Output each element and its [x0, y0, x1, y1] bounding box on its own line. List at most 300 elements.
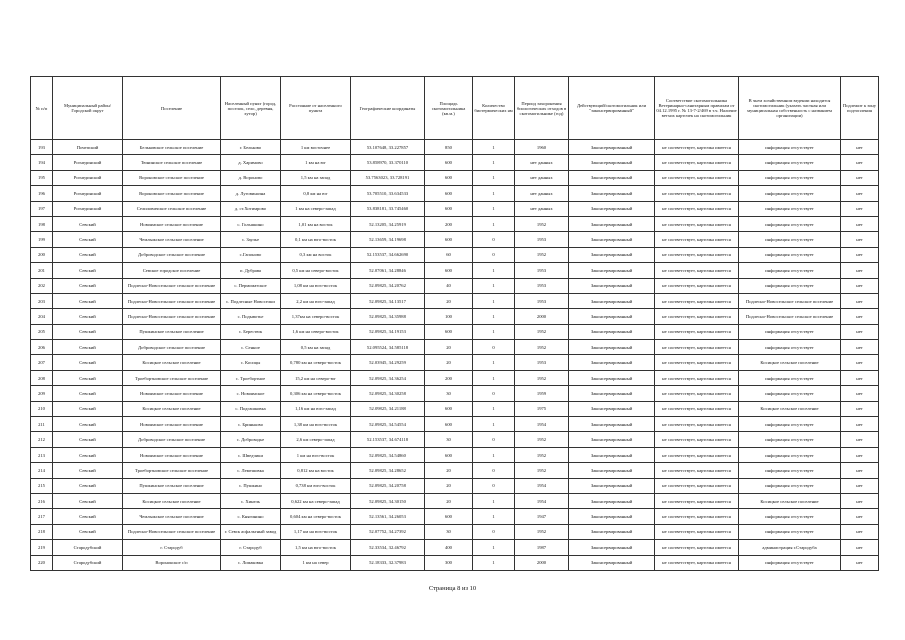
table-row — [31, 370, 879, 385]
table-header-row — [31, 77, 879, 140]
table-cell: Вороновское сельское поселение — [123, 170, 221, 185]
table-cell: Воронокское с/п — [123, 555, 221, 570]
table-cell: 600 — [425, 401, 473, 416]
table-cell: Доброводское сельское поселение — [123, 340, 221, 355]
table-row — [31, 293, 879, 308]
table-cell: Подлесно-Новосельское сельское поселение — [123, 524, 221, 539]
table-cell: 30 — [425, 524, 473, 539]
table-cell: Подлесно-Новосельское сельское поселение — [123, 309, 221, 324]
table-cell: Севский — [53, 340, 123, 355]
table-cell: Законсервированный — [569, 278, 655, 293]
table-cell: нет — [841, 540, 879, 555]
table-cell: информация отсутствует — [739, 232, 841, 247]
table-cell: информация отсутствует — [739, 263, 841, 278]
table-cell: Законсервированный — [569, 216, 655, 231]
table-cell: нет — [841, 370, 879, 385]
table-cell: 30 — [425, 386, 473, 401]
table-row — [31, 247, 879, 262]
table-cell: Законсервированный — [569, 401, 655, 416]
table-cell: не соответствует, карточка имеется — [655, 293, 739, 308]
table-cell: 52.09825, 34.21188 — [351, 401, 425, 416]
table-cell: Законсервированный — [569, 417, 655, 432]
table-cell: 600 — [425, 263, 473, 278]
table-cell: нет данных — [515, 186, 569, 201]
table-cell: 199 — [31, 232, 53, 247]
table-cell: Почепский — [53, 140, 123, 155]
table-cell: 1975 — [515, 401, 569, 416]
table-cell: Севский — [53, 524, 123, 539]
table-cell: 0 — [473, 232, 515, 247]
table-cell: 1 — [473, 170, 515, 185]
table-cell: 1953 — [515, 263, 569, 278]
table-row — [31, 324, 879, 339]
table-cell: Пушкинское сельское поселение — [123, 324, 221, 339]
column-header: Соответствие скотомогильника Ветеринарно-санитарным правилам от 04.12.1995 г. № 13-7-2/469 в т.ч. Наличие ветхих карточек на скотомогильник — [655, 77, 739, 140]
table-cell: 0 — [473, 524, 515, 539]
table-cell: 2,2 км на юго-запад — [281, 293, 351, 308]
table-cell: не соответствует, карточка имеется — [655, 432, 739, 447]
table-cell: Севский — [53, 216, 123, 231]
table-cell: Севский — [53, 370, 123, 385]
column-header: Подлежит к зону подтопления — [841, 77, 879, 140]
table-cell: г. Стародуб — [123, 540, 221, 555]
table-cell: не соответствует, карточка имеется — [655, 309, 739, 324]
column-header: Поселение — [123, 77, 221, 140]
table-cell: 1947 — [515, 509, 569, 524]
table-cell: 1987 — [515, 540, 569, 555]
table-cell: 1 — [473, 355, 515, 370]
table-cell: Доброводское сельское поселение — [123, 432, 221, 447]
table-cell: не соответствует, карточка имеется — [655, 247, 739, 262]
table-cell: не соответствует, карточка имеется — [655, 447, 739, 462]
table-cell: 53.107648, 33.227857 — [351, 140, 425, 155]
table-row — [31, 140, 879, 155]
table-cell: информация отсутствует — [739, 170, 841, 185]
table-cell: нет — [841, 386, 879, 401]
table-cell: 52.09825, 34.19153 — [351, 324, 425, 339]
table-cell: с. Косицы — [221, 355, 281, 370]
table-cell: 201 — [31, 263, 53, 278]
table-cell: Косицкое сельское поселение — [739, 355, 841, 370]
table-cell: Законсервированный — [569, 386, 655, 401]
table-cell: 53.705510, 33.634533 — [351, 186, 425, 201]
table-cell: 202 — [31, 278, 53, 293]
table-cell: 213 — [31, 447, 53, 462]
column-header: Географические координаты — [351, 77, 425, 140]
table-cell: 197 — [31, 201, 53, 216]
table-cell: 52.07752, 34.27392 — [351, 524, 425, 539]
table-cell: 0,812 км на восток — [281, 463, 351, 478]
table-cell: не соответствует, карточка имеется — [655, 201, 739, 216]
table-cell: нет — [841, 493, 879, 508]
table-cell: 20 — [425, 493, 473, 508]
table-cell: 400 — [425, 540, 473, 555]
table-cell: 15,2 км на северо-юг — [281, 370, 351, 385]
table-row — [31, 417, 879, 432]
table-cell: Стародубский — [53, 540, 123, 555]
table-cell: Законсервированный — [569, 293, 655, 308]
table-cell: 1952 — [515, 463, 569, 478]
table-cell: 1952 — [515, 524, 569, 539]
table-cell: 0,3 км на восток — [281, 247, 351, 262]
table-cell: Подлесно-Новосельское сельское поселение — [123, 293, 221, 308]
table-cell: с. Шведчики — [221, 447, 281, 462]
table-cell: 1,01 км на восток — [281, 216, 351, 231]
table-cell: 20 — [425, 293, 473, 308]
table-cell: с. Подлесные Новоселки — [221, 293, 281, 308]
table-cell: Севский — [53, 263, 123, 278]
table-cell: 193 — [31, 140, 53, 155]
table-cell: Законсервированный — [569, 463, 655, 478]
table-cell: Севский — [53, 309, 123, 324]
table-cell: 52.095524, 34.585118 — [351, 340, 425, 355]
table-cell: 218 — [31, 524, 53, 539]
table-cell: 52.13659, 34.19698 — [351, 232, 425, 247]
table-cell: Законсервированный — [569, 493, 655, 508]
table-cell: Косицкое сельское поселение — [739, 493, 841, 508]
table-cell: 1 — [473, 186, 515, 201]
table-cell: 0,738 км юго-восток — [281, 478, 351, 493]
table-cell: 1954 — [515, 493, 569, 508]
table-cell: Севский — [53, 324, 123, 339]
table-cell: 0 — [473, 478, 515, 493]
table-cell: 1952 — [515, 216, 569, 231]
table-cell: 52.09825, 34.30150 — [351, 493, 425, 508]
table-cell: 20 — [425, 478, 473, 493]
table-cell: Законсервированный — [569, 432, 655, 447]
table-cell: с. Хинель — [221, 493, 281, 508]
table-cell: с. Ломаковка — [221, 555, 281, 570]
column-header: Период захоронения биологических отходов в скотомогильнике (год) — [515, 77, 569, 140]
table-cell: 1 — [473, 417, 515, 432]
table-cell: Рогнединский — [53, 170, 123, 185]
table-cell: 1,16 км на юго-запад — [281, 401, 351, 416]
table-cell: 206 — [31, 340, 53, 355]
table-cell: 1 — [473, 540, 515, 555]
table-cell: 0,306 км на северо-восток — [281, 386, 351, 401]
table-cell: с. Лемешовка — [221, 463, 281, 478]
table-cell: с. Заулье — [221, 232, 281, 247]
table-cell: 0 — [473, 463, 515, 478]
table-cell: д. ст.Хотимрово — [221, 201, 281, 216]
table-cell: 1 км на юг — [281, 155, 351, 170]
table-cell: 200 — [31, 247, 53, 262]
table-cell: 204 — [31, 309, 53, 324]
document-sheet — [30, 76, 878, 571]
table-cell: с. Берестюк — [221, 324, 281, 339]
table-cell: нет — [841, 417, 879, 432]
table-cell: 20 — [425, 463, 473, 478]
table-cell: Стародубский — [53, 555, 123, 570]
table-cell: 40 — [425, 278, 473, 293]
table-cell: нет — [841, 355, 879, 370]
table-cell: 1952 — [515, 340, 569, 355]
table-cell: 52.18333, 32.37983 — [351, 555, 425, 570]
table-cell: информация отсутствует — [739, 555, 841, 570]
table-row — [31, 263, 879, 278]
table-cell: Законсервированный — [569, 186, 655, 201]
table-cell: 2000 — [515, 555, 569, 570]
table-cell: 1,08 км на юго-восток — [281, 278, 351, 293]
cattle-burial-sites-table — [30, 76, 879, 571]
table-cell: с. Новоямское — [221, 386, 281, 401]
table-cell: Законсервированный — [569, 155, 655, 170]
table-cell: Новоямское сельское поселение — [123, 417, 221, 432]
table-cell: Рогнединский — [53, 201, 123, 216]
table-cell: Законсервированный — [569, 447, 655, 462]
table-cell: 600 — [425, 447, 473, 462]
table-cell: Новоямское сельское поселение — [123, 386, 221, 401]
table-cell: Севский — [53, 509, 123, 524]
table-cell: 208 — [31, 370, 53, 385]
table-row — [31, 155, 879, 170]
table-cell: Законсервированный — [569, 509, 655, 524]
table-cell: 1 — [473, 509, 515, 524]
table-cell: с.Гапоново — [221, 247, 281, 262]
table-cell: Законсервированный — [569, 524, 655, 539]
table-cell: Косицкое сельское поселение — [739, 401, 841, 416]
table-cell: информация отсутствует — [739, 478, 841, 493]
table-cell: 52.09825, 34.20762 — [351, 278, 425, 293]
table-cell: 1954 — [515, 417, 569, 432]
table-cell: информация отсутствует — [739, 524, 841, 539]
table-cell: не соответствует, карточка имеется — [655, 524, 739, 539]
table-cell: 53.838181, 33.745460 — [351, 201, 425, 216]
table-cell: нет — [841, 463, 879, 478]
table-cell: 600 — [425, 186, 473, 201]
column-header: № п/п — [31, 77, 53, 140]
table-row — [31, 232, 879, 247]
table-cell: Подлесно-Новосельское сельское поселение — [739, 293, 841, 308]
table-row — [31, 540, 879, 555]
table-cell: 1,5 км на запад — [281, 170, 351, 185]
table-cell: с. Княгинино — [221, 509, 281, 524]
table-cell: Законсервированный — [569, 309, 655, 324]
table-cell: Севский — [53, 278, 123, 293]
table-cell: 0,5 км на северо-восток — [281, 263, 351, 278]
table-cell: Подлесно-Новосельское сельское поселение — [123, 278, 221, 293]
table-cell: 1 — [473, 155, 515, 170]
table-cell: Севский — [53, 463, 123, 478]
table-cell: 194 — [31, 155, 53, 170]
table-cell: 600 — [425, 232, 473, 247]
table-cell: Косицкое сельское поселение — [123, 401, 221, 416]
table-cell: Севский — [53, 293, 123, 308]
table-cell: 52.07061, 34.28846 — [351, 263, 425, 278]
table-cell: 1,17 км на юго-восток — [281, 524, 351, 539]
table-cell: информация отсутствует — [739, 155, 841, 170]
table-cell: 30 — [425, 432, 473, 447]
table-cell: не соответствует, карточка имеется — [655, 232, 739, 247]
table-cell: нет — [841, 155, 879, 170]
table-cell: нет — [841, 232, 879, 247]
table-cell: Севский — [53, 401, 123, 416]
table-cell: Рогнединский — [53, 186, 123, 201]
table-cell: информация отсутствует — [739, 386, 841, 401]
table-cell: с. Доброводье — [221, 432, 281, 447]
table-cell: не соответствует, карточка имеется — [655, 401, 739, 416]
table-cell: 0 — [473, 386, 515, 401]
table-cell: нет — [841, 216, 879, 231]
table-cell: Троебортновское сельское поселение — [123, 370, 221, 385]
table-cell: 0,780 км на северо-восток — [281, 355, 351, 370]
table-cell: Пушкинское сельское поселение — [123, 478, 221, 493]
table-cell: с. Подывотье — [221, 309, 281, 324]
table-row — [31, 447, 879, 462]
table-cell: 195 — [31, 170, 53, 185]
table-cell: Новоямское сельское поселение — [123, 447, 221, 462]
table-cell: 53.858970, 33.370110 — [351, 155, 425, 170]
table-cell: 1953 — [515, 278, 569, 293]
table-cell: не соответствует, карточка имеется — [655, 509, 739, 524]
table-cell: с. Троебортное — [221, 370, 281, 385]
table-cell: не соответствует, карточка имеется — [655, 278, 739, 293]
table-cell: 217 — [31, 509, 53, 524]
table-row — [31, 524, 879, 539]
table-cell: 1 — [473, 370, 515, 385]
table-cell: 1 — [473, 447, 515, 462]
table-cell: 53.7563023, 33.728191 — [351, 170, 425, 185]
table-cell: не соответствует, карточка имеется — [655, 263, 739, 278]
column-header: В чьем хозяйственном ведении находится скотомогильник (указать частная или муниципальная собственность с названием организации) — [739, 77, 841, 140]
table-row — [31, 463, 879, 478]
table-cell: 1952 — [515, 247, 569, 262]
column-header: Населенный пункт (город, поселок, село, деревня, хутор) — [221, 77, 281, 140]
table-cell: информация отсутствует — [739, 463, 841, 478]
table-row — [31, 509, 879, 524]
table-cell: нет — [841, 140, 879, 155]
table-cell: 210 — [31, 401, 53, 416]
table-cell: 1 км на север — [281, 555, 351, 570]
table-cell: г. Севск асфальтный завод — [221, 524, 281, 539]
table-cell: Законсервированный — [569, 540, 655, 555]
table-cell: 52.13205, 34.25919 — [351, 216, 425, 231]
table-cell: не соответствует, карточка имеется — [655, 155, 739, 170]
table-cell: 0,1 км на юго-восток — [281, 232, 351, 247]
table-cell: Законсервированный — [569, 324, 655, 339]
table-cell: 1 — [473, 493, 515, 508]
table-cell: не соответствует, карточка имеется — [655, 370, 739, 385]
table-cell: 1952 — [515, 432, 569, 447]
table-row — [31, 386, 879, 401]
table-cell: информация отсутствует — [739, 216, 841, 231]
table-cell: информация отсутствует — [739, 186, 841, 201]
table-cell: нет — [841, 170, 879, 185]
table-cell: 205 — [31, 324, 53, 339]
table-cell: Севский — [53, 386, 123, 401]
table-cell: нет — [841, 186, 879, 201]
table-cell: не соответствует, карточка имеется — [655, 463, 739, 478]
table-cell: Законсервированный — [569, 247, 655, 262]
table-cell: информация отсутствует — [739, 417, 841, 432]
table-cell: Законсервированный — [569, 201, 655, 216]
table-cell: 1953 — [515, 355, 569, 370]
table-cell: Севский — [53, 432, 123, 447]
table-cell: 600 — [425, 509, 473, 524]
table-cell: 1 — [473, 278, 515, 293]
table-cell: 0,5 км на запад — [281, 340, 351, 355]
table-cell: информация отсутствует — [739, 509, 841, 524]
table-cell: 600 — [425, 417, 473, 432]
table-cell: 52.13561, 34.26053 — [351, 509, 425, 524]
table-row — [31, 216, 879, 231]
table-cell: 1953 — [515, 293, 569, 308]
table-cell: 52.03945, 34.29259 — [351, 355, 425, 370]
table-cell: 52.09825, 34.20758 — [351, 478, 425, 493]
table-cell: 1 — [473, 555, 515, 570]
table-cell: 1952 — [515, 370, 569, 385]
table-cell: 1 — [473, 216, 515, 231]
table-cell: не соответствует, карточка имеется — [655, 386, 739, 401]
table-cell: 100 — [425, 309, 473, 324]
table-cell: г. Стародуб — [221, 540, 281, 555]
table-cell: 52.09825, 34.30258 — [351, 386, 425, 401]
table-cell: Косицкое сельское поселение — [123, 355, 221, 370]
table-cell: 600 — [425, 201, 473, 216]
column-header: Действующий/скотомогильник или "законсервированный" — [569, 77, 655, 140]
table-cell: не соответствует, карточка имеется — [655, 216, 739, 231]
table-cell: 1,6 км на северо-восток — [281, 324, 351, 339]
table-cell: 1 — [473, 309, 515, 324]
table-cell: п. Дубрава — [221, 263, 281, 278]
table-row — [31, 478, 879, 493]
table-row — [31, 401, 879, 416]
table-cell: не соответствует, карточка имеется — [655, 186, 739, 201]
table-cell: 1952 — [515, 447, 569, 462]
table-cell: 1 — [473, 293, 515, 308]
table-cell: не соответствует, карточка имеется — [655, 140, 739, 155]
table-cell: Законсервированный — [569, 140, 655, 155]
table-cell: Законсервированный — [569, 370, 655, 385]
table-cell: 1960 — [515, 140, 569, 155]
table-cell: Чемлыжское сельское поселение — [123, 232, 221, 247]
table-cell: не соответствует, карточка имеется — [655, 324, 739, 339]
table-cell: 209 — [31, 386, 53, 401]
table-cell: информация отсутствует — [739, 278, 841, 293]
table-cell: 20 — [425, 355, 473, 370]
table-cell: Косицкое сельское поселение — [123, 493, 221, 508]
table-cell: нет — [841, 293, 879, 308]
table-cell: Троебортновское сельское поселение — [123, 463, 221, 478]
table-cell: 220 — [31, 555, 53, 570]
table-cell: нет — [841, 401, 879, 416]
table-row — [31, 340, 879, 355]
page-number: Страница 8 из 10 — [428, 585, 477, 592]
table-cell: Рогнединский — [53, 155, 123, 170]
table-cell: Севский — [53, 247, 123, 262]
table-cell: 2000 — [515, 309, 569, 324]
table-cell: нет — [841, 447, 879, 462]
table-cell: 1959 — [515, 386, 569, 401]
table-cell: Севский — [53, 493, 123, 508]
table-cell: Законсервированный — [569, 478, 655, 493]
table-cell: Законсервированный — [569, 340, 655, 355]
table-cell: 211 — [31, 417, 53, 432]
table-cell: Севский — [53, 447, 123, 462]
table-cell: не соответствует, карточка имеется — [655, 478, 739, 493]
table-cell: с. Пушкино — [221, 478, 281, 493]
table-cell: с. Бриньково — [221, 417, 281, 432]
table-cell: Законсервированный — [569, 555, 655, 570]
table-cell: 1954 — [515, 478, 569, 493]
table-cell: 52.153537, 34.674118 — [351, 432, 425, 447]
table-cell: Законсервированный — [569, 232, 655, 247]
table-cell: информация отсутствует — [739, 432, 841, 447]
table-cell: нет — [841, 509, 879, 524]
table-cell: 196 — [31, 186, 53, 201]
table-cell: 1,38 км на юго-восток — [281, 417, 351, 432]
table-cell: 52.09825, 34.28652 — [351, 463, 425, 478]
